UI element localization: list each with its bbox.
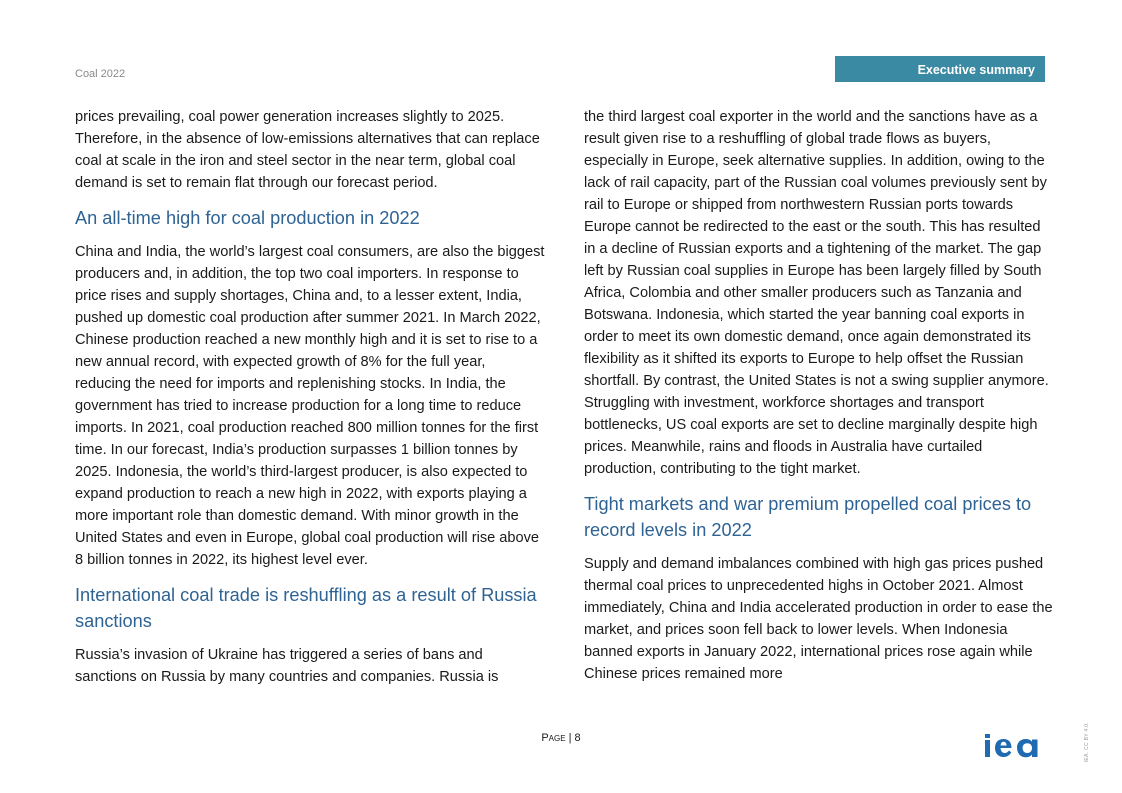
- page-separator: |: [568, 732, 572, 744]
- body-paragraph: the third largest coal exporter in the world and the sanctions have as a result given rise to a reshuffling of global trade flows as buyers, especially in Europe, seek alternative supplies. In addition, owing to the lack of rail capacity, part of the Russian coal volumes previously sent by rail to Europe or shipped from northwestern Russian ports towards Europe cannot be redirected to the east or the south. This has resulted in a decline of Russian exports and a tightening of the market. The gap left by Russian coal supplies in Europe has been largely filled by South Africa, Colombia and other smaller producers such as Tanzania and Botswana. Indonesia, which started the year banning coal exports in order to meet its own domestic demand, once again demonstrated its flexibility as it shifted its exports to Europe to help offset the Russian shortfall. By contrast, the United States is not a swing supplier anymore. Struggling with investment, workforce shortages and transport bottlenecks, US coal exports are set to decline marginally despite high prices. Meanwhile, rains and floods in Australia have curtailed production, contributing to the tight market.: [584, 109, 1049, 477]
- right-column: [584, 106, 1054, 685]
- page-label: Page: [541, 732, 566, 744]
- body-paragraph: Russia’s invasion of Ukraine has triggered a series of bans and sanctions on Russia by many countries and companies. Russia is: [75, 647, 499, 685]
- left-column: [75, 106, 545, 688]
- section-heading: International coal trade is reshuffling as a result of Russia sanctions: [75, 585, 537, 631]
- body-paragraph: China and India, the world’s largest coal consumers, are also the biggest producers and, in addition, the top two coal importers. In response to price rises and supply shortages, China and, to a lesser extent, India, pushed up domestic coal production after summer 2021. In March 2022, Chinese production reached a new monthly high and it is set to rise to a new annual record, with expected growth of 8% for the full year, reducing the need for imports and replenishing stocks. In India, the government has tried to increase production for a long time to reduce imports. In 2021, coal production reached 800 million tonnes for the first time. In our forecast, India’s production surpasses 1 billion tonnes by 2025. Indonesia, the world’s third-largest producer, is also expected to expand production to reach a new high in 2022, with exports playing a more important role than domestic demand. With minor growth in the United States and even in Europe, global coal production will rise above 8 billion tonnes in 2022, its highest level ever.: [75, 244, 545, 568]
- section-heading: Tight markets and war premium propelled coal prices to record levels in 2022: [584, 494, 1032, 540]
- section-tab: Executive summary: [835, 56, 1045, 82]
- page-number: [0, 732, 1122, 744]
- iea-logo-icon: [984, 729, 1046, 759]
- document-title: Coal 2022: [75, 68, 126, 80]
- section-heading: An all-time high for coal production in 2022: [75, 208, 420, 228]
- body-paragraph: Supply and demand imbalances combined with high gas prices pushed thermal coal prices to unprecedented highs in October 2021. Almost immediately, China and India accelerated production in order to ease the market, and prices soon fell back to lower levels. When Indonesia banned exports in January 2022, international prices rose again while Chinese prices remained more: [584, 556, 1053, 682]
- body-paragraph: prices prevailing, coal power generation increases slightly to 2025. Therefore, in the absence of low-emissions alternatives that can replace coal at scale in the iron and steel sector in the near term, global coal demand is set to remain flat through our forecast period.: [75, 109, 540, 191]
- page-number-value: 8: [574, 732, 581, 744]
- license-note: IEA. CC BY 4.0.: [1084, 722, 1090, 763]
